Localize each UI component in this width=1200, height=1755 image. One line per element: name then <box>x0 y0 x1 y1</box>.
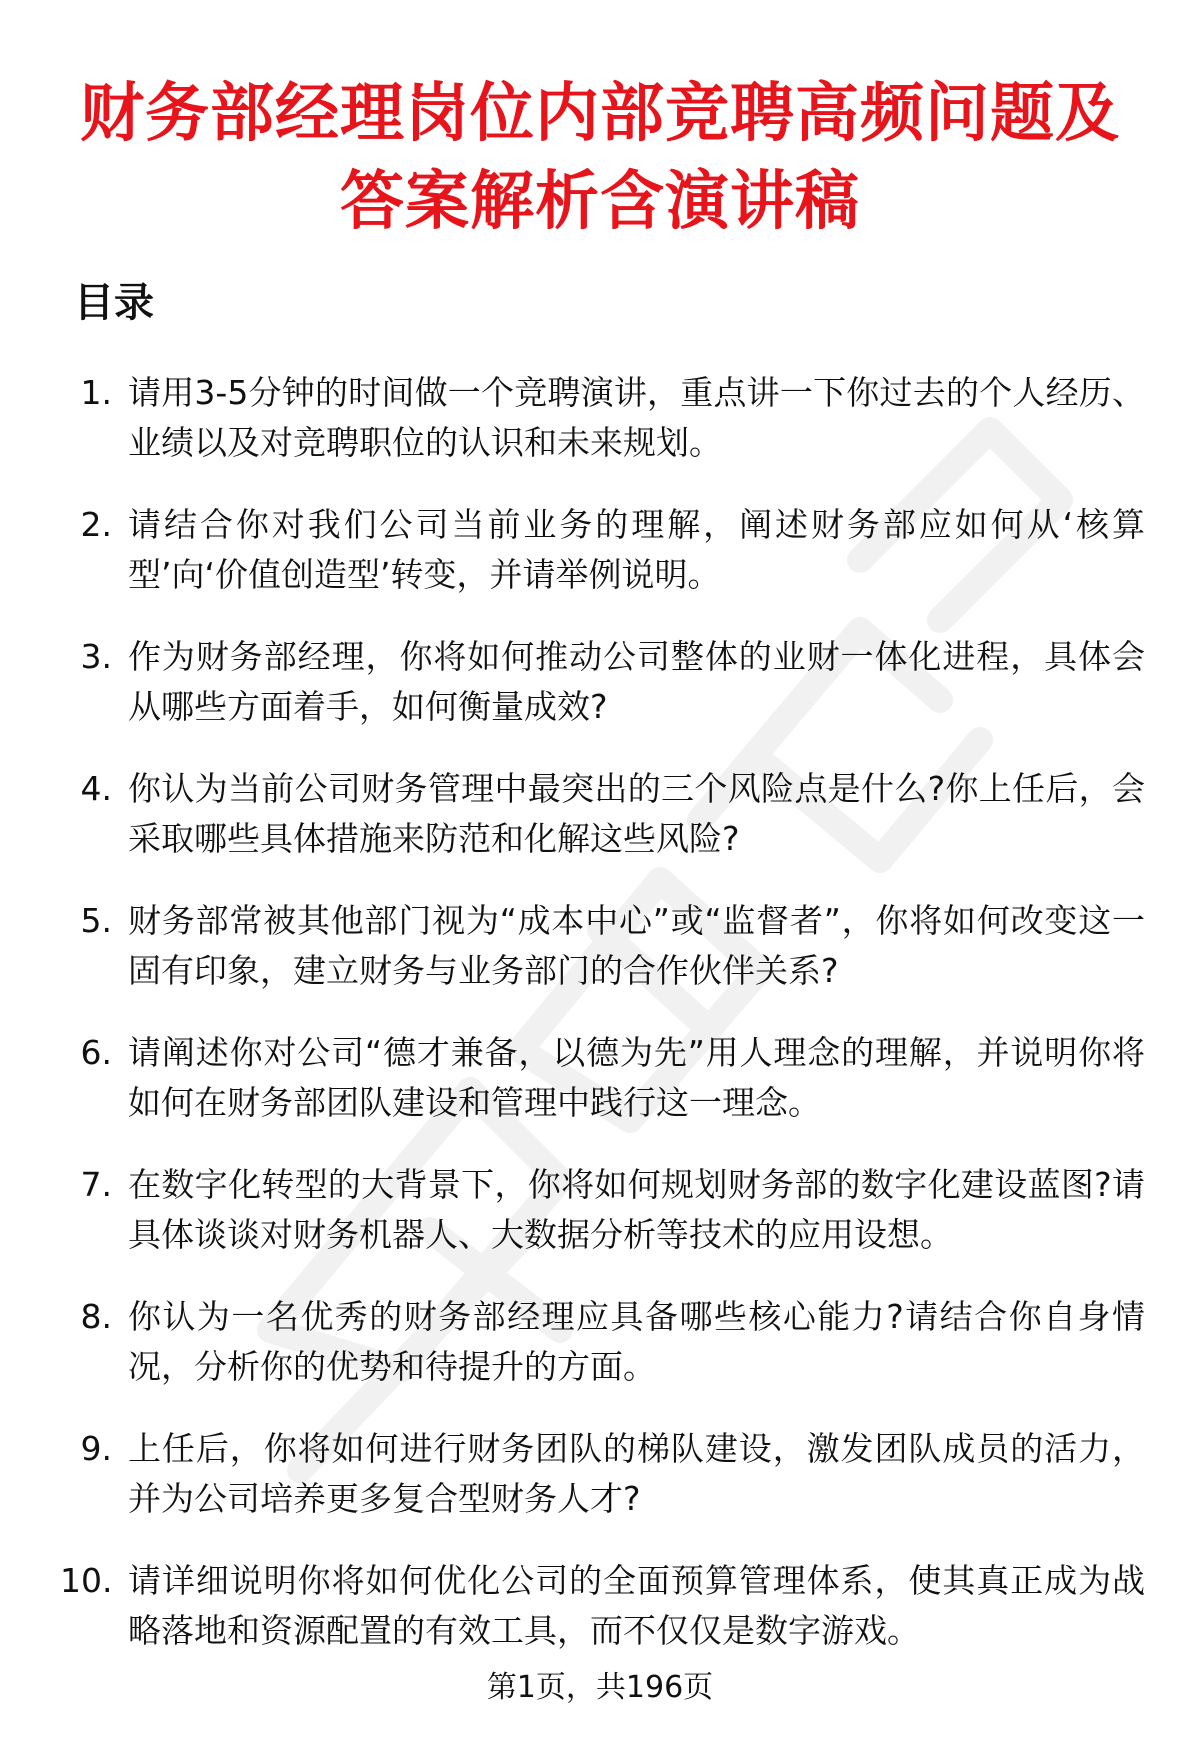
toc-item-4 <box>60 764 1145 864</box>
toc-item-text: 上任后，你将如何进行财务团队的梯队建设，激发团队成员的活力，并为公司培养更多复合型财务人才? <box>128 1429 1145 1518</box>
toc-item-text: 请用3-5分钟的时间做一个竞聘演讲，重点讲一下你过去的个人经历、业绩以及对竞聘职位的认识和未来规划。 <box>128 373 1145 462</box>
toc-item-1 <box>60 368 1145 468</box>
toc-item-2 <box>60 500 1145 600</box>
toc-item-number: 6. <box>80 1033 112 1072</box>
toc-item-number: 1. <box>80 373 112 412</box>
document-title: 财务部经理岗位内部竞聘高频问题及答案解析含演讲稿 <box>80 77 1120 239</box>
toc-item-number: 7. <box>80 1165 112 1204</box>
toc-item-number: 8. <box>80 1297 112 1336</box>
toc-item-number: 3. <box>80 637 112 676</box>
toc-item-text: 请结合你对我们公司当前业务的理解，阐述财务部应如何从‘核算型’向‘价值创造型’转变，并请举例说明。 <box>128 505 1145 594</box>
toc-item-text: 财务部常被其他部门视为“成本中心”或“监督者”，你将如何改变这一固有印象，建立财务与业务部门的合作伙伴关系? <box>128 901 1145 990</box>
toc-item-number: 4. <box>80 769 112 808</box>
toc-item-number: 5. <box>80 901 112 940</box>
toc-list <box>60 368 1145 1688</box>
toc-heading: 目录 <box>74 280 154 326</box>
toc-item-5 <box>60 896 1145 996</box>
toc-item-10 <box>60 1556 1145 1656</box>
toc-item-3 <box>60 632 1145 732</box>
toc-item-9 <box>60 1424 1145 1524</box>
toc-item-text: 请阐述你对公司“德才兼备，以德为先”用人理念的理解，并说明你将如何在财务部团队建设和管理中践行这一理念。 <box>128 1033 1145 1122</box>
toc-item-text: 在数字化转型的大背景下，你将如何规划财务部的数字化建设蓝图?请具体谈谈对财务机器人、大数据分析等技术的应用设想。 <box>128 1165 1145 1254</box>
toc-item-number: 10. <box>60 1561 113 1600</box>
toc-item-text: 你认为当前公司财务管理中最突出的三个风险点是什么?你上任后，会采取哪些具体措施来防范和化解这些风险? <box>128 769 1145 858</box>
page-footer: 第1页，共196页 <box>486 1670 714 1705</box>
toc-item-7 <box>60 1160 1145 1260</box>
toc-item-6 <box>60 1028 1145 1128</box>
toc-item-text: 你认为一名优秀的财务部经理应具备哪些核心能力?请结合你自身情况，分析你的优势和待提升的方面。 <box>128 1297 1145 1386</box>
toc-item-number: 2. <box>80 505 112 544</box>
toc-item-text: 作为财务部经理，你将如何推动公司整体的业财一体化进程，具体会从哪些方面着手，如何衡量成效? <box>128 637 1145 726</box>
toc-item-8 <box>60 1292 1145 1392</box>
toc-item-text: 请详细说明你将如何优化公司的全面预算管理体系，使其真正成为战略落地和资源配置的有效工具，而不仅仅是数字游戏。 <box>128 1561 1145 1650</box>
toc-item-number: 9. <box>80 1429 112 1468</box>
